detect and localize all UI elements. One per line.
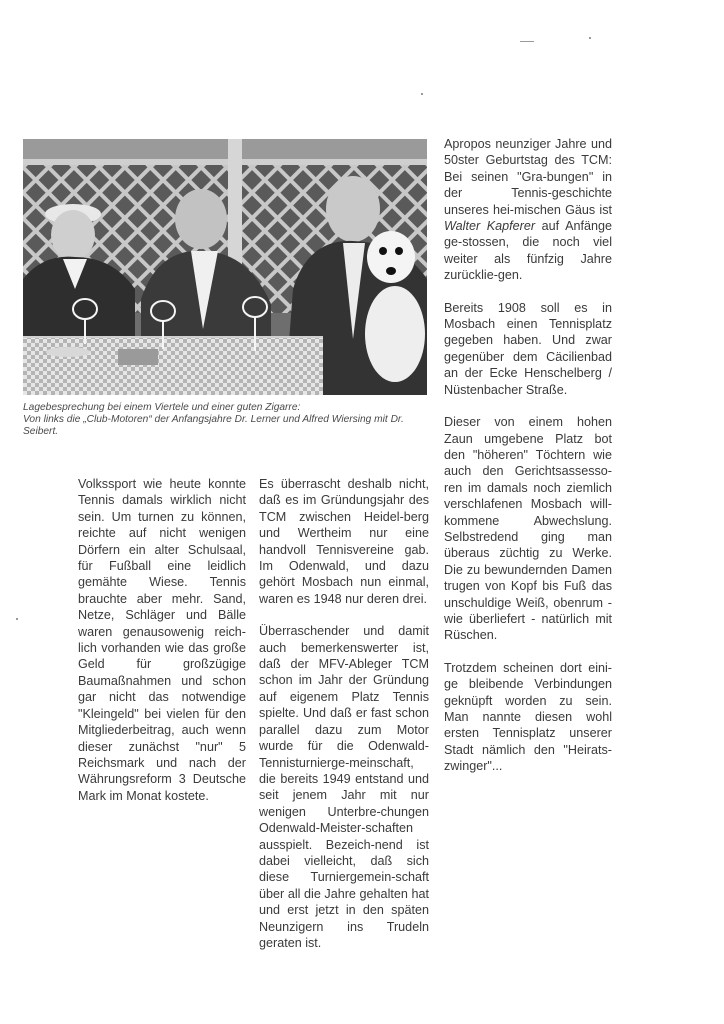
photo-caption — [23, 402, 433, 439]
middle-text-column — [259, 476, 429, 967]
scan-speck — [16, 618, 18, 620]
caption-line-2: Von links die „Club-Motoren“ der Anfangsjahre Dr. Lerner und Alfred Wiersing mit Dr. Seibert. — [23, 414, 404, 438]
middle-paragraph-1: Es überrascht deshalb nicht, daß es im Gründungsjahr des TCM zwischen Heidel-berg und Wertheim nur eine handvoll Tennisvereine gab. Im Odenwald, und dazu gehört Mosbach nun einmal, waren es 1948 nur deren drei. — [259, 477, 429, 606]
author-name: Walter Kapferer — [444, 219, 536, 234]
scan-speck — [589, 37, 591, 39]
photo-vintage-men-at-table-icon — [23, 139, 427, 395]
right-column — [444, 136, 612, 791]
right-paragraph-3: Dieser von einem hohen Zaun umgebene Platz bot den "höheren" Töchtern wie auch den Gerichtsassesso-ren im damals noch ziemlich verschlafenen Mosbach will-kommene Abwechslung. Selbstredend ging man überaus züchtig zu Werke. Die zu bewundernden Damen trugen von Kopf bis Fuß das unschuldige Weiß, obenrum - wie überliefert - natürlich mit Rüschen. — [444, 415, 612, 643]
right-paragraph-4: Trotzdem scheinen dort eini-ge bleibende Verbindungen geknüpft worden zu sein. Man nannte diesen wohl ersten Tennisplatz unserer Stadt nämlich den "Heirats-zwinger"... — [444, 660, 612, 774]
middle-paragraph-2: Überraschender und damit auch bemerkenswerter ist, daß der MFV-Ableger TCM schon im Jahr der Gründung auf eigenem Platz Tennis spielte. Und daß er fast schon parallel dazu zum Motor wurde für die Odenwald-Tennisturnierge-meinschaft, die bereits 1949 entstand und seit jenem Jahr mit nur wenigen Unterbre-chungen Odenwald-Meister-schaften ausspielt. Bezeich-nend ist dabei vielleicht, daß sich diese Turniergemein-schaft über all die Jahre gehalten hat und erst jetzt in den späten Neunzigern ins Trudeln geraten ist. — [259, 624, 429, 950]
right-paragraph-1-text-b: auf Anfänge ge-stossen, die noch viel weiter als fünfzig Jahre zurücklie-gen. — [444, 219, 612, 283]
vintage-photo — [23, 139, 427, 395]
right-paragraph-1-text-a: Apropos neunziger Jahre und 50ster Geburtstag des TCM: Bei seinen "Gra-bungen" in der Tennis-geschichte unseres hei-mischen Gäus ist — [444, 137, 612, 217]
right-paragraph-1 — [444, 136, 612, 284]
right-paragraph-2: Bereits 1908 soll es in Mosbach einen Tennisplatz gegeben haben. Und zwar gegenüber dem Cäcilienbad an der Ecke Henschelberg / Nüstenbacher Straße. — [444, 300, 612, 397]
caption-line-1: Lagebesprechung bei einem Viertele und einer guten Zigarre: — [23, 402, 301, 413]
left-text-column — [78, 476, 246, 820]
left-paragraph-1: Volkssport wie heute konnte Tennis damals wirklich nicht sein. Um turnen zu können, reichte auf nicht wenigen Dörfern ein alter Schulsaal, für Fußball eine leidlich gemähte Wiese. Tennis brauchte aber mehr. Sand, Netze, Schläger und Bälle waren genausowenig reich-lich vorhanden wie das große Geld für großzügige Baumaßnahmen und schon gar nicht das notwendige "Kleingeld" bei vielen für den Mitgliederbeitrag, auch wenn dieser zunächst "nur" 5 Reichsmark und nach der Währungsreform 3 Deutsche Mark im Monat kostete. — [78, 477, 246, 803]
scan-speck — [520, 41, 534, 42]
scan-speck — [421, 93, 423, 95]
